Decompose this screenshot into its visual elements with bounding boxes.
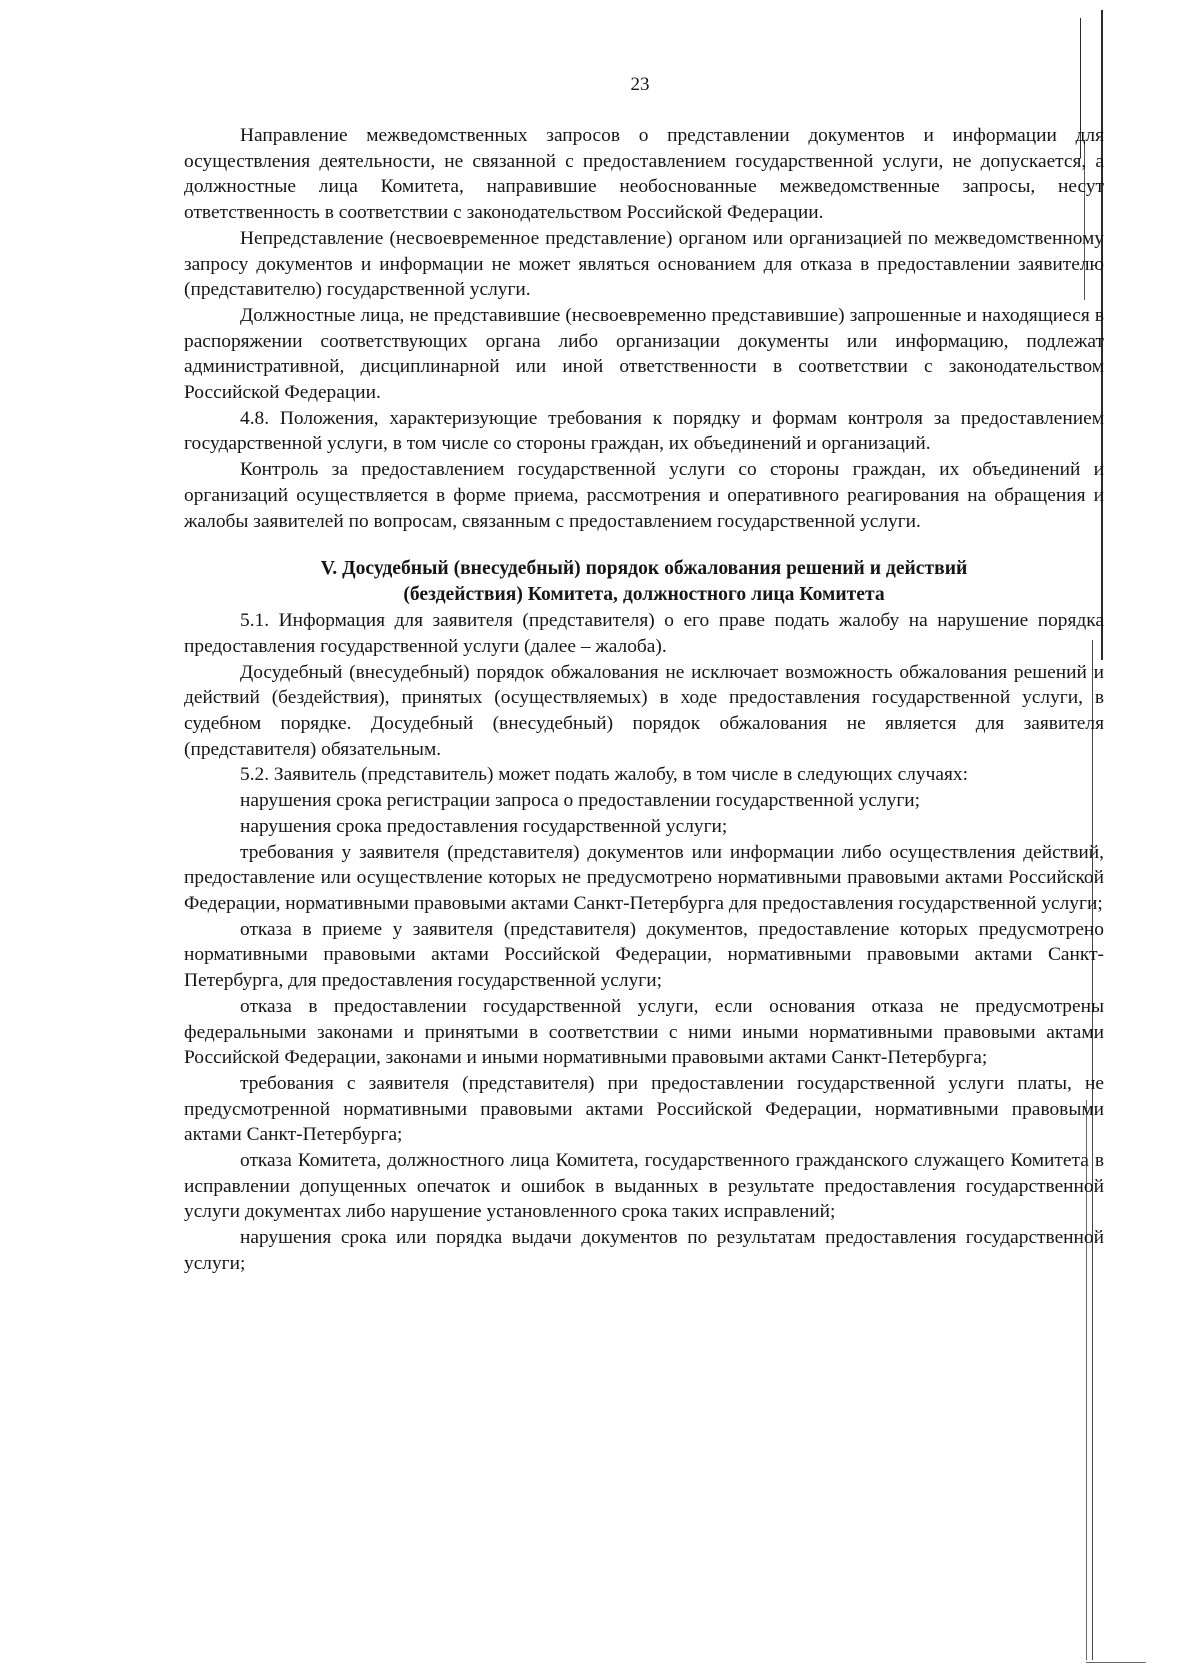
case-item: нарушения срока регистрации запроса о предоставлении государственной услуги; — [240, 790, 921, 812]
case-item: отказа в приеме у заявителя (представителя) документов, предоставление которых предусмотрено нормативными правовыми актами Российской Федерации, нормативными правовыми актами Санкт-Петербурга, для предоставления государственной услуги; — [184, 918, 1104, 992]
section-heading-line: V. Досудебный (внесудебный) порядок обжалования решений и действий — [320, 558, 968, 580]
paragraph: 4.8. Положения, характеризующие требования к порядку и формам контроля за предоставлением государственной услуги, в том числе со стороны граждан, их объединений и организаций. — [184, 407, 1104, 455]
case-item: отказа в предоставлении государственной услуги, если основания отказа не предусмотрены федеральными законами и принятыми в соответствии с ними иными нормативными правовыми актами Российской Федерации, законами и иными нормативными правовыми актами Санкт-Петербурга; — [184, 995, 1104, 1069]
case-item: нарушения срока или порядка выдачи документов по результатам предоставления государственной услуги; — [184, 1227, 1104, 1274]
case-item: отказа Комитета, должностного лица Комитета, государственного гражданского служащего Комитета в исправлении допущенных опечаток и ошибок в выданных в результате предоставления государственной услуги документах либо нарушение установленного срока таких исправлений; — [184, 1150, 1104, 1223]
case-item: требования у заявителя (представителя) документов или информации либо осуществления действий, предоставление или осуществление которых не предусмотрено нормативными правовыми актами Российской Федерации, нормативными правовыми актами Санкт-Петербурга для предоставления государственной услуги; — [184, 841, 1104, 914]
paragraph: Непредставление (несвоевременное представление) органом или организацией по межведомственному запросу документов и информации не может являться основанием для отказа в предоставлении заявителю (представителю) государственной услуги. — [184, 227, 1104, 301]
page-number: 23 — [630, 74, 650, 95]
paragraph: Направление межведомственных запросов о представлении документов и информации для осуществления деятельности, не связанной с предоставлением государственной услуги, не допускается, а должностные лица Комитета, направившие необоснованные межведомственные запросы, несут ответственность в соответствии с законодательством Российской Федерации. — [184, 125, 1104, 224]
scan-artifact-line — [1086, 1662, 1146, 1663]
paragraph: Досудебный (внесудебный) порядок обжалования не исключает возможность обжалования решений и действий (бездействия), принятых (осуществляемых) в ходе предоставления государственной услуги, в судебном порядке. Досудебный (внесудебный) порядок обжалования не является для заявителя (представителя) обязательным. — [184, 661, 1104, 760]
paragraph: 5.1. Информация для заявителя (представителя) о его праве подать жалобу на нарушение порядка предоставления государственной услуги (далее – жалоба). — [184, 610, 1104, 657]
paragraph: 5.2. Заявитель (представитель) может подать жалобу, в том числе в следующих случаях: — [240, 764, 968, 786]
case-item: требования с заявителя (представителя) при предоставлении государственной услуги платы, не предусмотренной нормативными правовыми актами Российской Федерации, нормативными правовыми актами Санкт-Петербурга; — [184, 1072, 1104, 1146]
paragraph: Контроль за предоставлением государственной услуги со стороны граждан, их объединений и организаций осуществляется в форме приема, рассмотрения и оперативного реагирования на обращения и жалобы заявителей по вопросам, связанным с предоставлением государственной услуги. — [184, 459, 1104, 532]
section-heading — [184, 556, 1104, 608]
section-heading-line: (бездействия) Комитета, должностного лица Комитета — [403, 584, 885, 606]
paragraph: Должностные лица, не представившие (несвоевременно представившие) запрошенные и находящиеся в распоряжении соответствующих органа либо организации документы или информацию, подлежат административной, дисциплинарной или иной ответственности в соответствии с законодательством Российской Федерации. — [184, 304, 1104, 404]
case-item: нарушения срока предоставления государственной услуги; — [240, 815, 728, 837]
document-body — [184, 123, 1104, 1277]
